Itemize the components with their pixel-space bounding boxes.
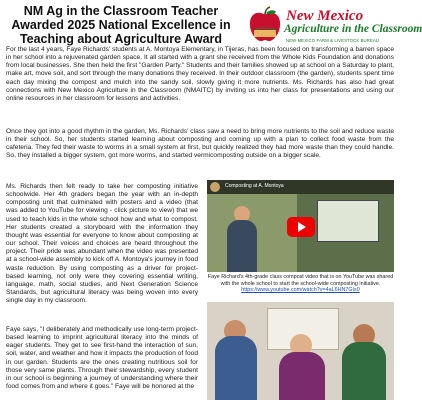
photo-person-2 <box>279 352 325 400</box>
article-title: NM Ag in the Classroom Teacher Awarded 2025 National Excellence in Teaching about Agriculture Award <box>11 4 231 46</box>
logo-line2: Agriculture in the Classroom <box>284 23 422 35</box>
paragraph-3: Ms. Richards then felt ready to take her composting initiative schoolwide. Her 4th graders began the year with an in-depth composting unit that culminated with posters and a video (that was added to YouTube for viewing - click picture to view) that we used to teach kids in the whole school how and what to compost. Her students created a storyboard with the information they thought was essential for everyone to know about composting at our school. Their voices and choices are heard throughout the project. Their pride was abundant when the video was presented at a school-wide assembly to kick off A. Montoya's journey in food waste reduction. By using composting as a driver for project-based learning, not only were they covering essential writing, language, math, social studies, and Next Generation Science Standards, but agricultural literacy was being woven into every single day in my classroom. <box>6 183 198 305</box>
photo-person-1 <box>215 336 257 400</box>
photo-person-3 <box>342 342 386 400</box>
video-title: Composting at A. Montoya <box>225 183 284 189</box>
article-header <box>6 4 236 46</box>
video-title-bar <box>207 180 394 194</box>
video-link[interactable]: https://www.youtube.com/watch?v=4aL6HN7GIs0 <box>241 287 360 294</box>
video-presenter <box>227 220 257 272</box>
channel-avatar <box>210 182 220 192</box>
nmaitc-logo <box>246 6 422 46</box>
youtube-video-thumbnail[interactable] <box>207 180 394 272</box>
paragraph-2: Once they got into a good rhythm in the garden, Ms. Richards' class saw a need to bring more nutrients to the soil and reduce waste in their school. So, her students started learning about composting and coming up with a plan to collect food waste from the cafeteria. They fed their waste to worms in a small system at first, but quickly realized they had more waste than they could handle. So, they installed a bigger system, got more worms, and started vermicomposting outside on a bigger scale. <box>6 128 394 160</box>
paragraph-4: Faye says, "I deliberately and methodically use long-term project-based learning to imprint agricultural literacy into the minds of eager students. They get to see first-hand the interaction of sun, soil, water, and weather and how it impacts the production of food in our garden. Students are the ones creating nutritious soil for those very same plants. Through their stewardship, every student in our school is beginning a journey of understanding where their food comes from and where it goes." Faye will be honored at the <box>6 326 198 391</box>
logo-subline: NEW MEXICO FARM & LIVESTOCK BUREAU <box>286 38 380 43</box>
play-button-icon[interactable] <box>287 217 315 237</box>
paragraph-1: For the last 4 years, Faye Richards' students at A. Montoya Elementary, in Tijeras, has been focused on transforming a barren space in her school into a rejuvenated garden space. It all started with a grant she received from the Whole Kids Foundation and donations from local businesses. She then held the first "Garden Party." Students and their families showed up at school on a Saturday to plant, make art, move soil, and sort through the many donations they received. In their outdoor classroom (the garden), students spent time each day mixing the compost and mulch into the sandy soil, slowly giving it more nutrients. Ms. Richards has also had great connections with New Mexico Agriculture in the Classroom (NMAITC) by inviting us into her class for presentations and using our online resources in her classroom for lessons and activities. <box>6 46 394 102</box>
classroom-photo <box>207 302 394 400</box>
logo-line1: New Mexico <box>286 8 364 24</box>
caption-text: Faye Richard's 4th-grade class compost video that is on YouTube was shared with the whole school to start the school-wide composting initiative. <box>207 274 394 287</box>
video-caption <box>207 274 394 294</box>
video-projection-screen <box>317 200 379 242</box>
apple-icon <box>246 6 284 44</box>
